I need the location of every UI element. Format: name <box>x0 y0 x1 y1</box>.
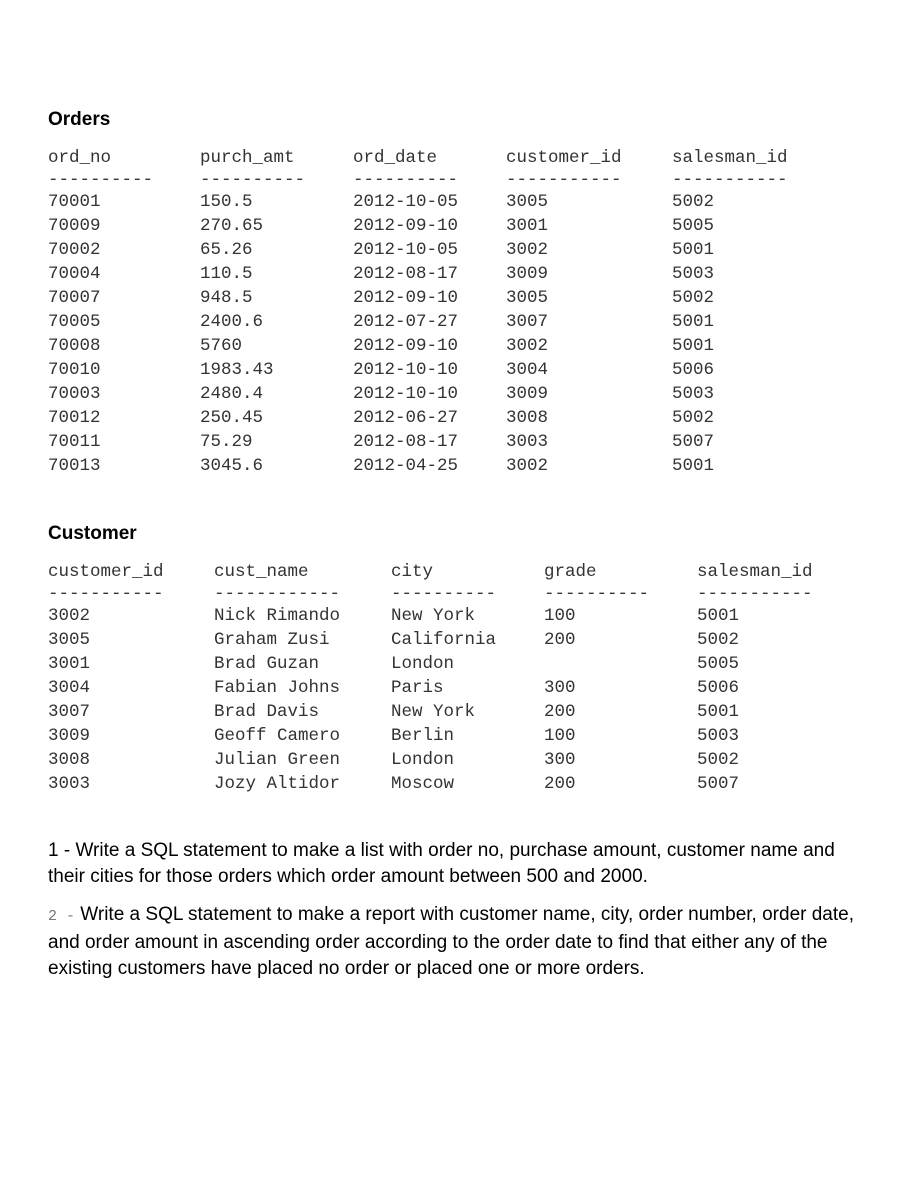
table-row-cell: 3007 <box>48 702 91 722</box>
table-row <box>48 748 868 772</box>
table-row <box>48 214 868 238</box>
table-row-cell: 2012-06-27 <box>353 408 459 428</box>
table-row <box>48 430 868 454</box>
orders-header-row <box>48 146 868 170</box>
table-row-cell: 2012-10-10 <box>353 360 459 380</box>
table-row <box>48 628 868 652</box>
table-row-cell: 3002 <box>506 456 549 476</box>
table-row-cell: California <box>391 630 497 650</box>
orders-header-row-cell: ord_date <box>353 148 438 168</box>
table-row <box>48 700 868 724</box>
table-row <box>48 406 868 430</box>
table-row-cell: 2012-04-25 <box>353 456 459 476</box>
table-row <box>48 724 868 748</box>
table-row-cell: 3009 <box>506 264 549 284</box>
table-row-cell: 5001 <box>697 606 740 626</box>
table-row-cell: 70003 <box>48 384 101 404</box>
table-row-cell: Paris <box>391 678 444 698</box>
table-row-cell: Brad Guzan <box>214 654 320 674</box>
table-row-cell: 5002 <box>672 192 715 212</box>
customer-table <box>48 560 868 796</box>
orders-separator-row-cell: ---------- <box>353 170 459 190</box>
table-row-cell: 5001 <box>672 312 715 332</box>
table-row-cell: 200 <box>544 630 576 650</box>
customer-header-row-cell: cust_name <box>214 562 309 582</box>
orders-table-title: Orders <box>48 109 111 130</box>
table-row <box>48 334 868 358</box>
customer-separator-row-cell: ---------- <box>544 584 650 604</box>
table-row-cell: 3002 <box>506 240 549 260</box>
table-row-cell: 3005 <box>506 288 549 308</box>
table-row-cell: 3007 <box>506 312 549 332</box>
table-row-cell: 5002 <box>697 630 740 650</box>
table-row <box>48 676 868 700</box>
table-row-cell: 5005 <box>672 216 715 236</box>
table-row-cell: 3008 <box>48 750 91 770</box>
customer-separator-row <box>48 584 868 604</box>
table-row-cell: 100 <box>544 606 576 626</box>
table-row <box>48 382 868 406</box>
table-row <box>48 190 868 214</box>
table-row-cell: 5002 <box>697 750 740 770</box>
table-row-cell: 300 <box>544 678 576 698</box>
table-row-cell: 2012-09-10 <box>353 336 459 356</box>
table-row-cell: 2012-10-05 <box>353 240 459 260</box>
customer-header-row-cell: city <box>391 562 434 582</box>
table-row-cell: 5003 <box>672 384 715 404</box>
table-row-cell: 2480.4 <box>200 384 264 404</box>
table-row-cell: 3004 <box>506 360 549 380</box>
table-row-cell: 5003 <box>697 726 740 746</box>
table-row-cell: 100 <box>544 726 576 746</box>
table-row-cell: 3005 <box>48 630 91 650</box>
table-row-cell: 70005 <box>48 312 101 332</box>
table-row-cell: 3009 <box>506 384 549 404</box>
customer-separator-row-cell: ----------- <box>697 584 813 604</box>
table-row-cell: 250.45 <box>200 408 264 428</box>
table-row-cell: 3002 <box>48 606 91 626</box>
table-row-cell: 5003 <box>672 264 715 284</box>
table-row-cell: 2400.6 <box>200 312 264 332</box>
table-row-cell: 110.5 <box>200 264 253 284</box>
question-1-text: Write a SQL statement to make a list with order no, purchase amount, customer name and their cities for those orders which order amount between 500 and 2000. <box>48 840 835 887</box>
table-row-cell: 2012-07-27 <box>353 312 459 332</box>
table-row-cell: 5007 <box>672 432 715 452</box>
table-row-cell: 5001 <box>672 240 715 260</box>
table-row-cell: 5001 <box>672 456 715 476</box>
orders-separator-row-cell: ---------- <box>48 170 154 190</box>
table-row-cell: 3003 <box>48 774 91 794</box>
table-row-cell: 1983.43 <box>200 360 274 380</box>
orders-separator-row-cell: ---------- <box>200 170 306 190</box>
table-row-cell: Jozy Altidor <box>214 774 341 794</box>
orders-header-row-cell: customer_id <box>506 148 622 168</box>
table-row-cell: 3001 <box>48 654 91 674</box>
table-row <box>48 652 868 676</box>
table-row-cell: Geoff Camero <box>214 726 341 746</box>
table-row-cell: 5760 <box>200 336 243 356</box>
orders-separator-row-cell: ----------- <box>506 170 622 190</box>
orders-header-row-cell: purch_amt <box>200 148 295 168</box>
table-row <box>48 262 868 286</box>
question-2-text: Write a SQL statement to make a report with customer name, city, order number, order date, and order amount in ascending order according to the order date to find that either any of the existing customers have placed no order or placed one or more orders. <box>48 904 854 979</box>
orders-separator-row <box>48 170 868 190</box>
orders-table <box>48 146 868 478</box>
table-row-cell: 3004 <box>48 678 91 698</box>
table-row-cell: 70007 <box>48 288 101 308</box>
table-row-cell: 3045.6 <box>200 456 264 476</box>
table-row-cell: 5001 <box>697 702 740 722</box>
table-row-cell: 948.5 <box>200 288 253 308</box>
table-row-cell: 2012-08-17 <box>353 432 459 452</box>
table-row-cell: 2012-08-17 <box>353 264 459 284</box>
table-row-cell: London <box>391 654 455 674</box>
question-2 <box>48 902 868 982</box>
table-row-cell: 300 <box>544 750 576 770</box>
table-row-cell: New York <box>391 702 476 722</box>
table-row-cell: 3008 <box>506 408 549 428</box>
customer-header-row-cell: grade <box>544 562 597 582</box>
table-row-cell: 200 <box>544 774 576 794</box>
question-1-number: 1 - <box>48 840 71 861</box>
table-row-cell: 70013 <box>48 456 101 476</box>
table-row-cell: Julian Green <box>214 750 341 770</box>
table-row-cell: 3001 <box>506 216 549 236</box>
table-row-cell: 3002 <box>506 336 549 356</box>
table-row-cell: Graham Zusi <box>214 630 330 650</box>
table-row-cell: New York <box>391 606 476 626</box>
table-row-cell: Berlin <box>391 726 455 746</box>
customer-separator-row-cell: ---------- <box>391 584 497 604</box>
orders-separator-row-cell: ----------- <box>672 170 788 190</box>
document-page <box>48 108 868 982</box>
table-row-cell: 75.29 <box>200 432 253 452</box>
table-row-cell: 5006 <box>697 678 740 698</box>
customer-header-row-cell: customer_id <box>48 562 164 582</box>
table-row-cell: 65.26 <box>200 240 253 260</box>
customer-table-title: Customer <box>48 523 137 544</box>
customer-header-row-cell: salesman_id <box>697 562 813 582</box>
table-row-cell: 5001 <box>672 336 715 356</box>
table-row-cell: 70008 <box>48 336 101 356</box>
table-row-cell: 270.65 <box>200 216 264 236</box>
customer-separator-row-cell: ----------- <box>48 584 164 604</box>
table-row-cell: 5005 <box>697 654 740 674</box>
table-row-cell: 3005 <box>506 192 549 212</box>
table-row-cell: 150.5 <box>200 192 253 212</box>
table-row-cell: Nick Rimando <box>214 606 341 626</box>
table-row <box>48 310 868 334</box>
table-row-cell: 3009 <box>48 726 91 746</box>
table-row <box>48 772 868 796</box>
orders-header-row-cell: ord_no <box>48 148 112 168</box>
table-row-cell: 70002 <box>48 240 101 260</box>
table-row-cell: 70001 <box>48 192 101 212</box>
table-row-cell: 3003 <box>506 432 549 452</box>
table-row <box>48 238 868 262</box>
customer-separator-row-cell: ------------ <box>214 584 341 604</box>
table-row-cell: 70012 <box>48 408 101 428</box>
table-row-cell: London <box>391 750 455 770</box>
table-row-cell: 5006 <box>672 360 715 380</box>
table-row-cell: 70004 <box>48 264 101 284</box>
table-row-cell: 2012-09-10 <box>353 216 459 236</box>
table-row-cell: 5007 <box>697 774 740 794</box>
table-row-cell: 5002 <box>672 288 715 308</box>
question-2-number: 2 - <box>48 908 76 925</box>
table-row-cell: 5002 <box>672 408 715 428</box>
table-row-cell: 200 <box>544 702 576 722</box>
orders-header-row-cell: salesman_id <box>672 148 788 168</box>
table-row-cell: 70009 <box>48 216 101 236</box>
table-row-cell: 70011 <box>48 432 101 452</box>
table-row <box>48 604 868 628</box>
table-row-cell: 70010 <box>48 360 101 380</box>
table-row <box>48 358 868 382</box>
table-row-cell: 2012-10-10 <box>353 384 459 404</box>
table-row <box>48 454 868 478</box>
table-row-cell: Moscow <box>391 774 455 794</box>
customer-header-row <box>48 560 868 584</box>
question-1 <box>48 838 868 890</box>
table-row <box>48 286 868 310</box>
table-row-cell <box>544 652 697 676</box>
table-row-cell: Fabian Johns <box>214 678 341 698</box>
table-row-cell: 2012-09-10 <box>353 288 459 308</box>
table-row-cell: Brad Davis <box>214 702 320 722</box>
table-row-cell: 2012-10-05 <box>353 192 459 212</box>
